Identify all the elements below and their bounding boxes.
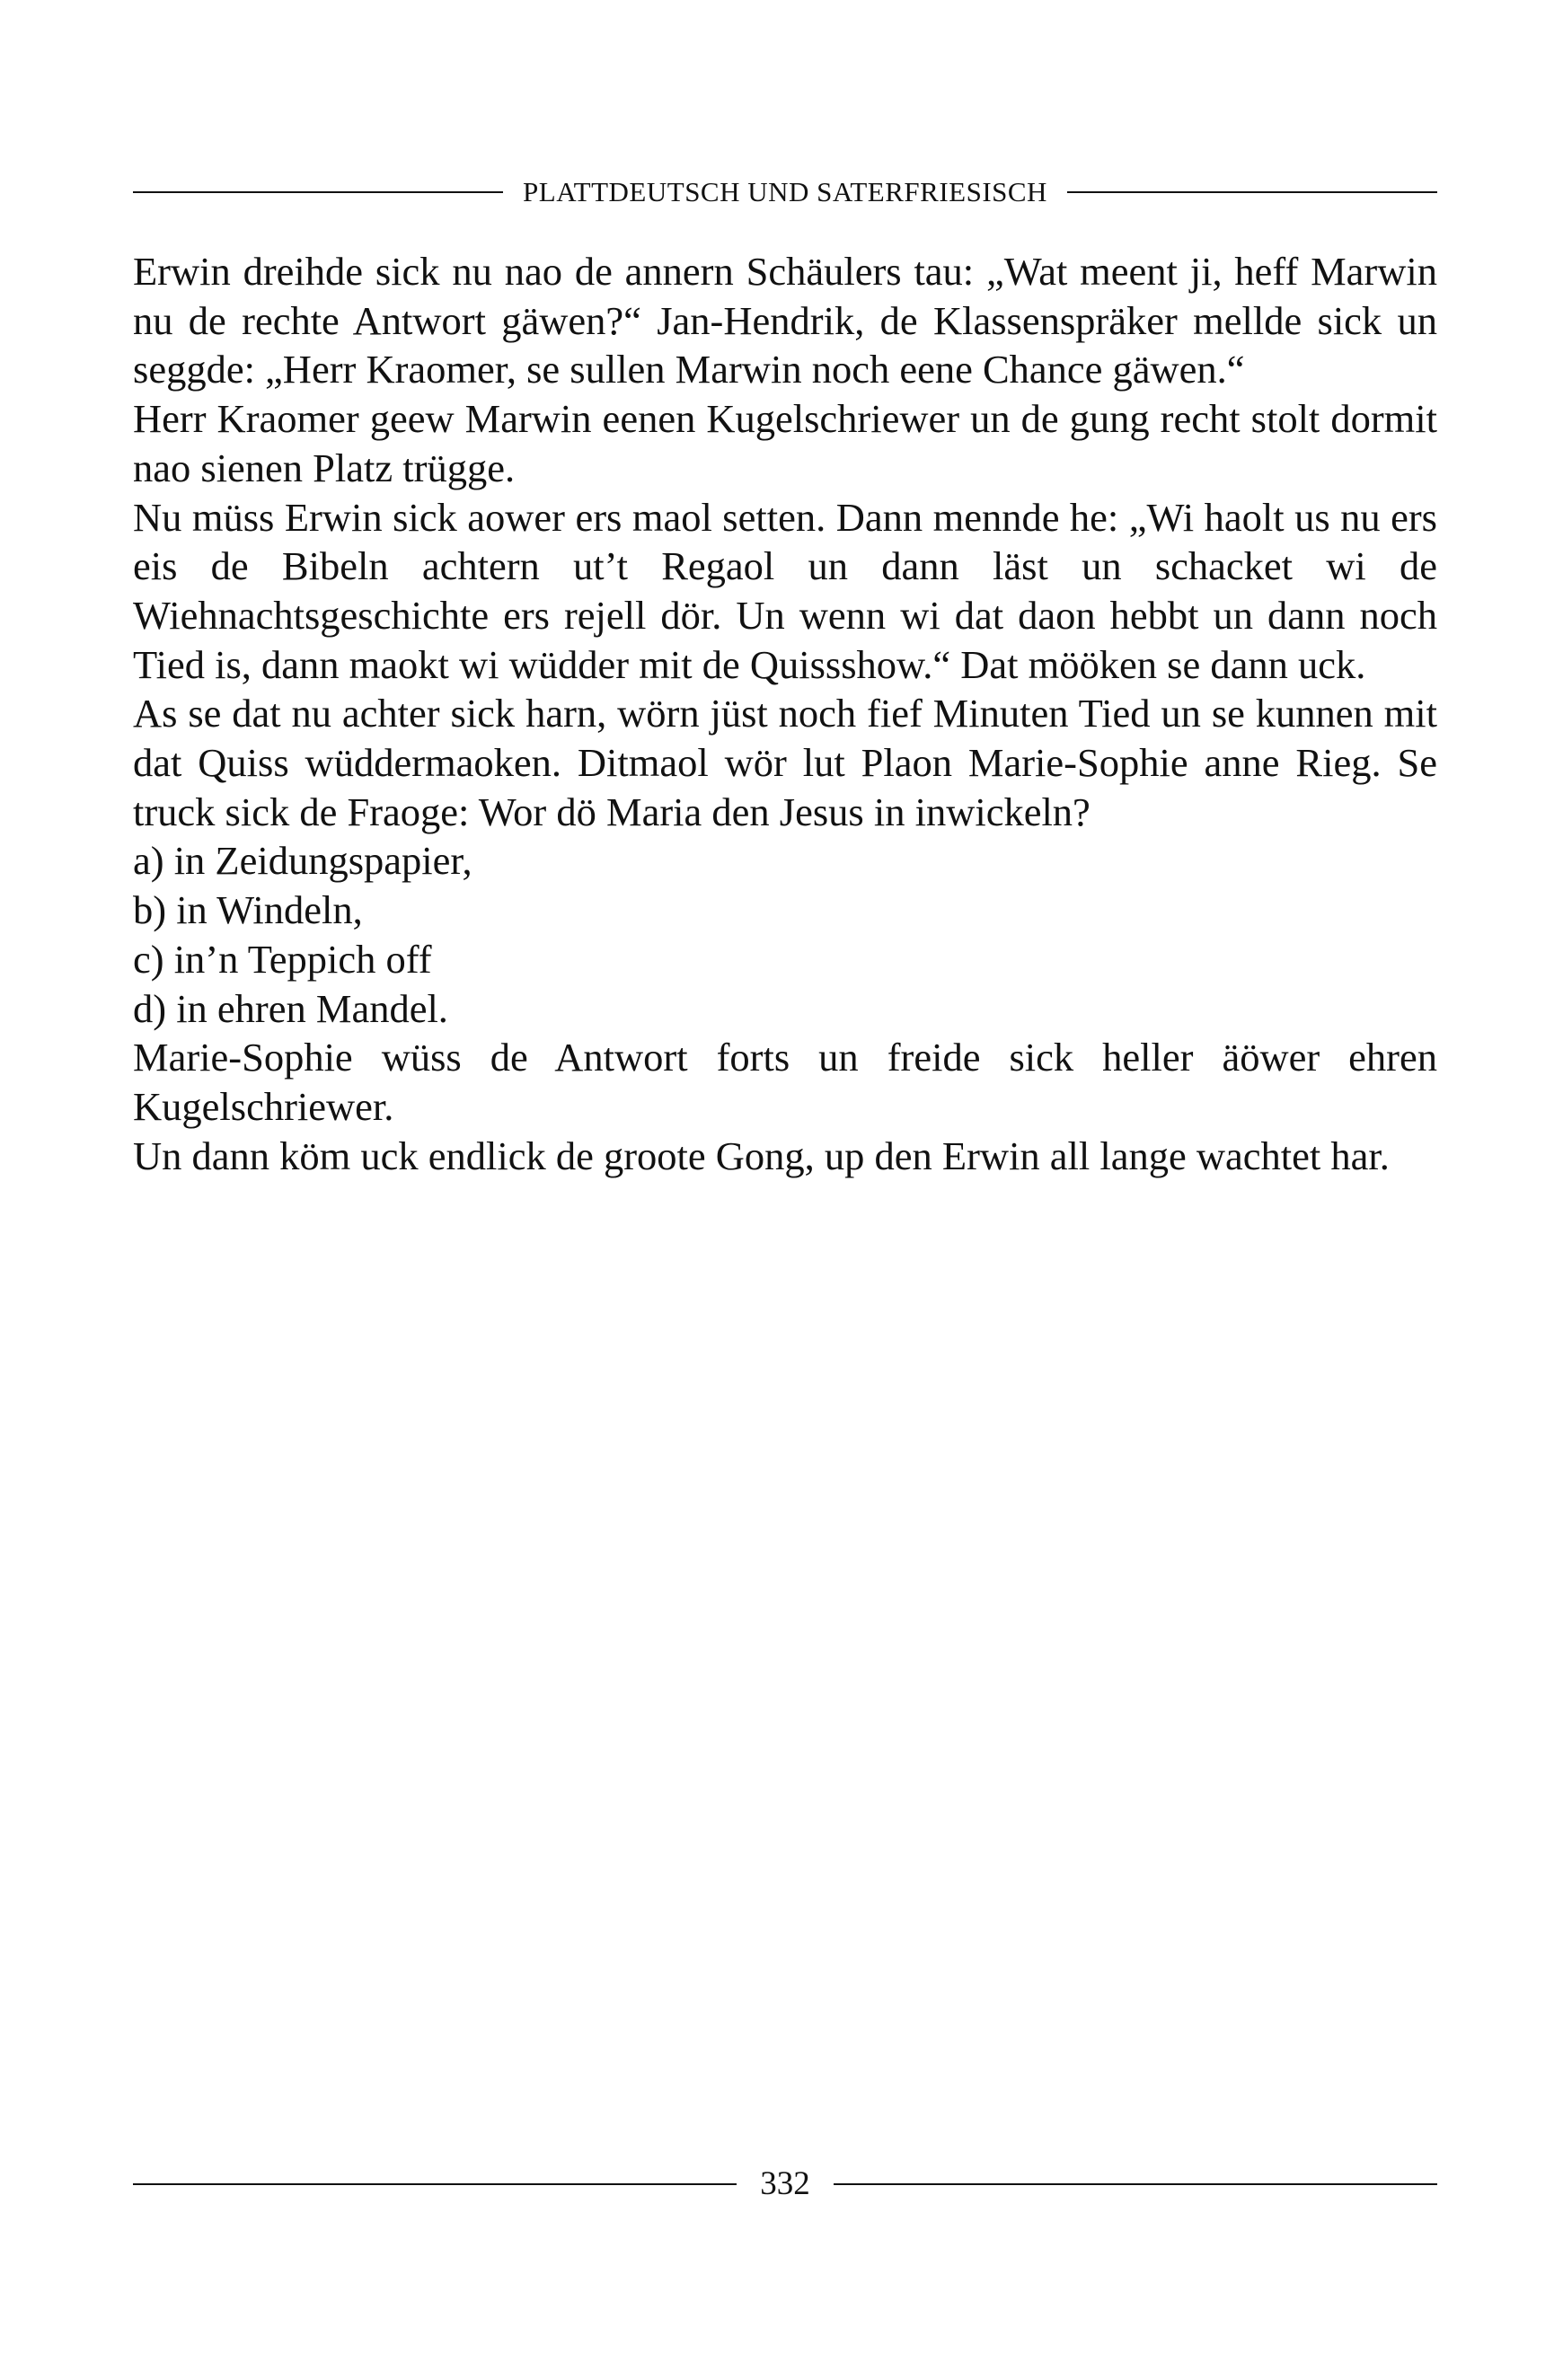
answer-option-d: d) in ehren Mandel. [133,985,448,1031]
running-head [133,176,1437,208]
paragraph: Herr Kraomer geew Marwin eenen Kugelschriewer un de gung recht stolt dormit nao sienen Platz trügge. [133,396,1437,490]
answer-option-b: b) in Windeln, [133,887,363,933]
page-footer [133,2164,1437,2203]
paragraph: Erwin dreihde sick nu nao de annern Schäulers tau: „Wat meent ji, heff Marwin nu de rechte Antwort gäwen?“ Jan-Hendrik, de Klassenspräker mellde sick un seggde: „Herr Kraomer, se sullen Marwin noch eene Chance gäwen.“ [133,249,1437,392]
running-head-title: PLATTDEUTSCH UND SATERFRIESISCH [523,176,1047,207]
paragraph: Marie-Sophie wüss de Antwort forts un freide sick heller äöwer ehren Kugelschriewer. [133,1035,1437,1129]
header-rule-right [1067,191,1437,193]
answer-option-c: c) in’n Teppich off [133,936,432,982]
footer-rule-left [133,2183,737,2185]
paragraph: Un dann köm uck endlick de groote Gong, up den Erwin all lange wachtet har. [133,1133,1390,1178]
footer-rule-right [834,2183,1437,2185]
paragraph: Nu müss Erwin sick aower ers maol setten. Dann mennde he: „Wi haolt us nu ers eis de Bibeln achtern ut’t Regaol un dann läst un schacket wi de Wiehnachtsgeschichte ers rejell dör. Un wenn wi dat daon hebbt un dann noch Tied is, dann maokt wi wüdder mit de Quissshow.“ Dat mööken se dann uck. [133,494,1437,687]
answer-option-a: a) in Zeidungspapier, [133,838,472,884]
body-text [133,247,1437,1180]
header-rule-left [133,191,503,193]
page-number: 332 [760,2165,810,2202]
paragraph: As se dat nu achter sick harn, wörn jüst noch fief Minuten Tied un se kunnen mit dat Quiss wüddermaoken. Ditmaol wör lut Plaon Marie-Sophie anne Rieg. Se truck sick de Fraoge: Wor dö Maria den Jesus in inwickeln? [133,691,1437,834]
